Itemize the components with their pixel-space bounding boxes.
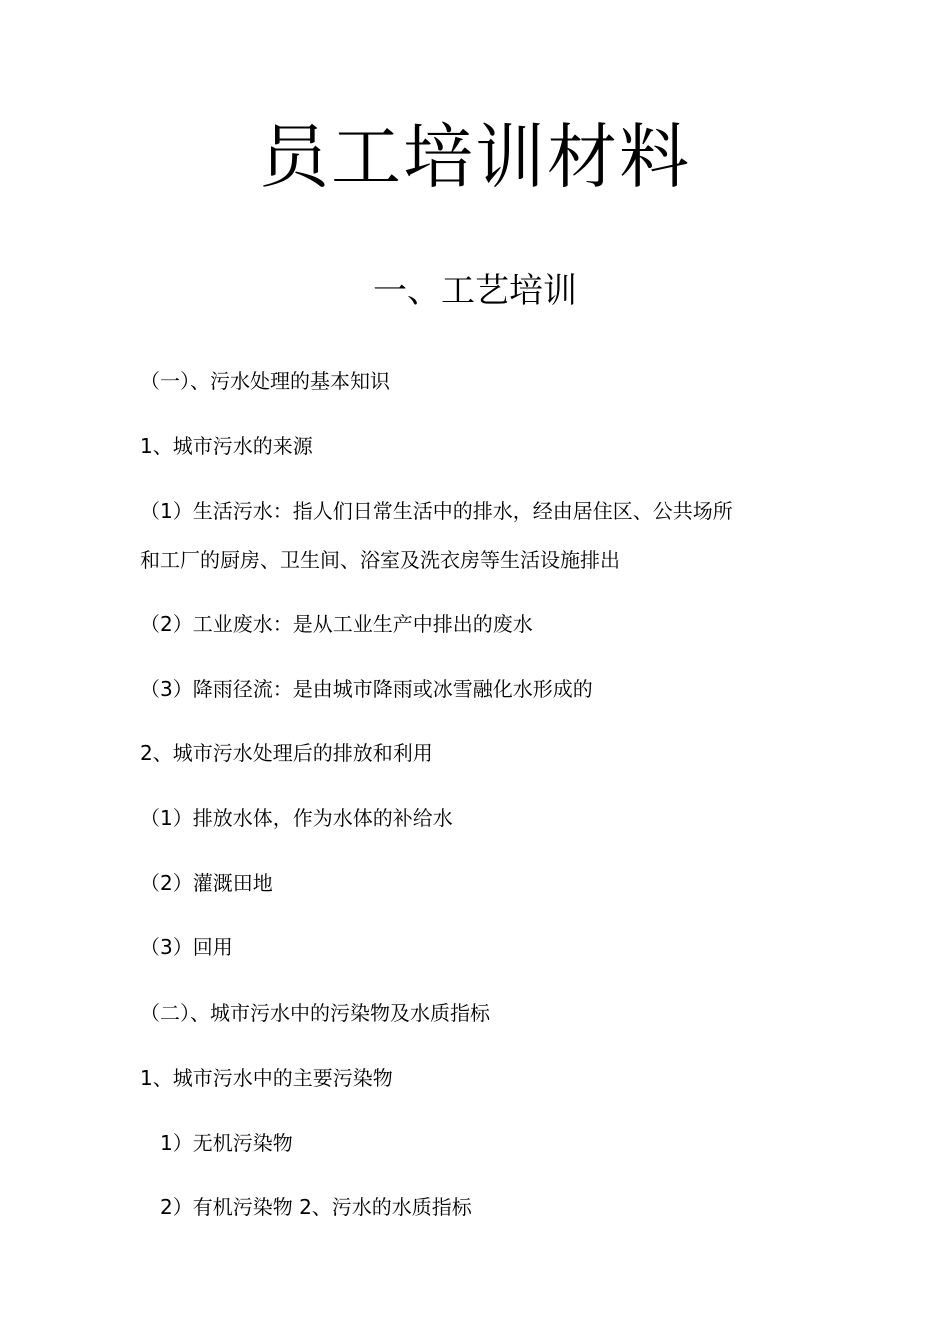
document-title: 员工培训材料 — [259, 116, 691, 198]
paragraph-domestic-sewage-continued: 和工厂的厨房、卫生间、浴室及洗衣房等生活设施排出 — [140, 548, 620, 572]
paragraph-inorganic-pollutants: 1）无机污染物 — [160, 1131, 293, 1155]
paragraph-reuse: （3）回用 — [140, 935, 233, 959]
paragraph-domestic-sewage: （1）生活污水：指人们日常生活中的排水，经由居住区、公共场所 — [140, 499, 733, 523]
subsection-heading-basic-knowledge: （一）、污水处理的基本知识 — [140, 369, 390, 393]
item-heading-main-pollutants: 1、城市污水中的主要污染物 — [140, 1066, 393, 1090]
section-heading: 一、工艺培训 — [373, 271, 577, 311]
paragraph-irrigation: （2）灌溉田地 — [140, 871, 273, 895]
item-heading-discharge-and-use: 2、城市污水处理后的排放和利用 — [140, 741, 433, 765]
item-heading-sewage-sources: 1、城市污水的来源 — [140, 434, 313, 458]
subsection-heading-pollutants: （二）、城市污水中的污染物及水质指标 — [140, 1001, 490, 1025]
paragraph-discharge-to-water: （1）排放水体，作为水体的补给水 — [140, 806, 453, 830]
paragraph-industrial-wastewater: （2）工业废水：是从工业生产中排出的废水 — [140, 612, 533, 636]
paragraph-organic-pollutants: 2）有机污染物 2、污水的水质指标 — [160, 1195, 472, 1219]
paragraph-rain-runoff: （3）降雨径流：是由城市降雨或冰雪融化水形成的 — [140, 677, 593, 701]
